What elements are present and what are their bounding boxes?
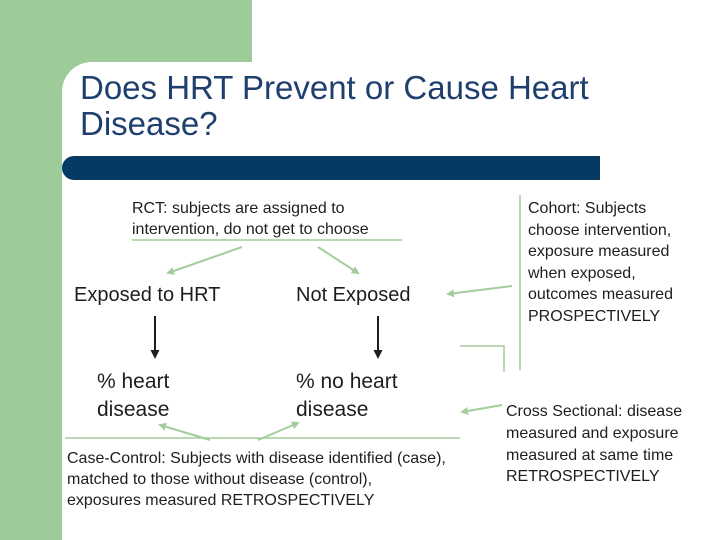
exposed-to-hrt-label: Exposed to HRT (74, 284, 221, 306)
not-exposed-label: Not Exposed (296, 284, 411, 306)
rct-arrow-left (168, 247, 242, 273)
cohort-description: Cohort: Subjects choose intervention, exposure measured when exposed, outcomes measured PROSPECTIVELY (528, 200, 673, 325)
rct-arrow-right (318, 247, 358, 273)
rct-description: RCT: subjects are assigned to intervention, do not get to choose (132, 200, 369, 238)
cross-sectional-arrow (462, 405, 502, 412)
pct-no-heart-disease-label: % no heart disease (296, 370, 398, 421)
cohort-arrow (448, 286, 512, 294)
cross-sectional-description: Cross Sectional: disease measured and exposure measured at same time RETROSPECTIVELY (506, 403, 683, 486)
pct-heart-disease-label: % heart disease (97, 370, 170, 421)
cross-sectional-connector (460, 346, 504, 372)
slide-title: Does HRT Prevent or Cause Heart Disease? (80, 69, 589, 142)
case-control-description: Case-Control: Subjects with disease identified (case), matched to those without disease (control), exposures measured RETROSPECTIVELY (67, 450, 446, 510)
